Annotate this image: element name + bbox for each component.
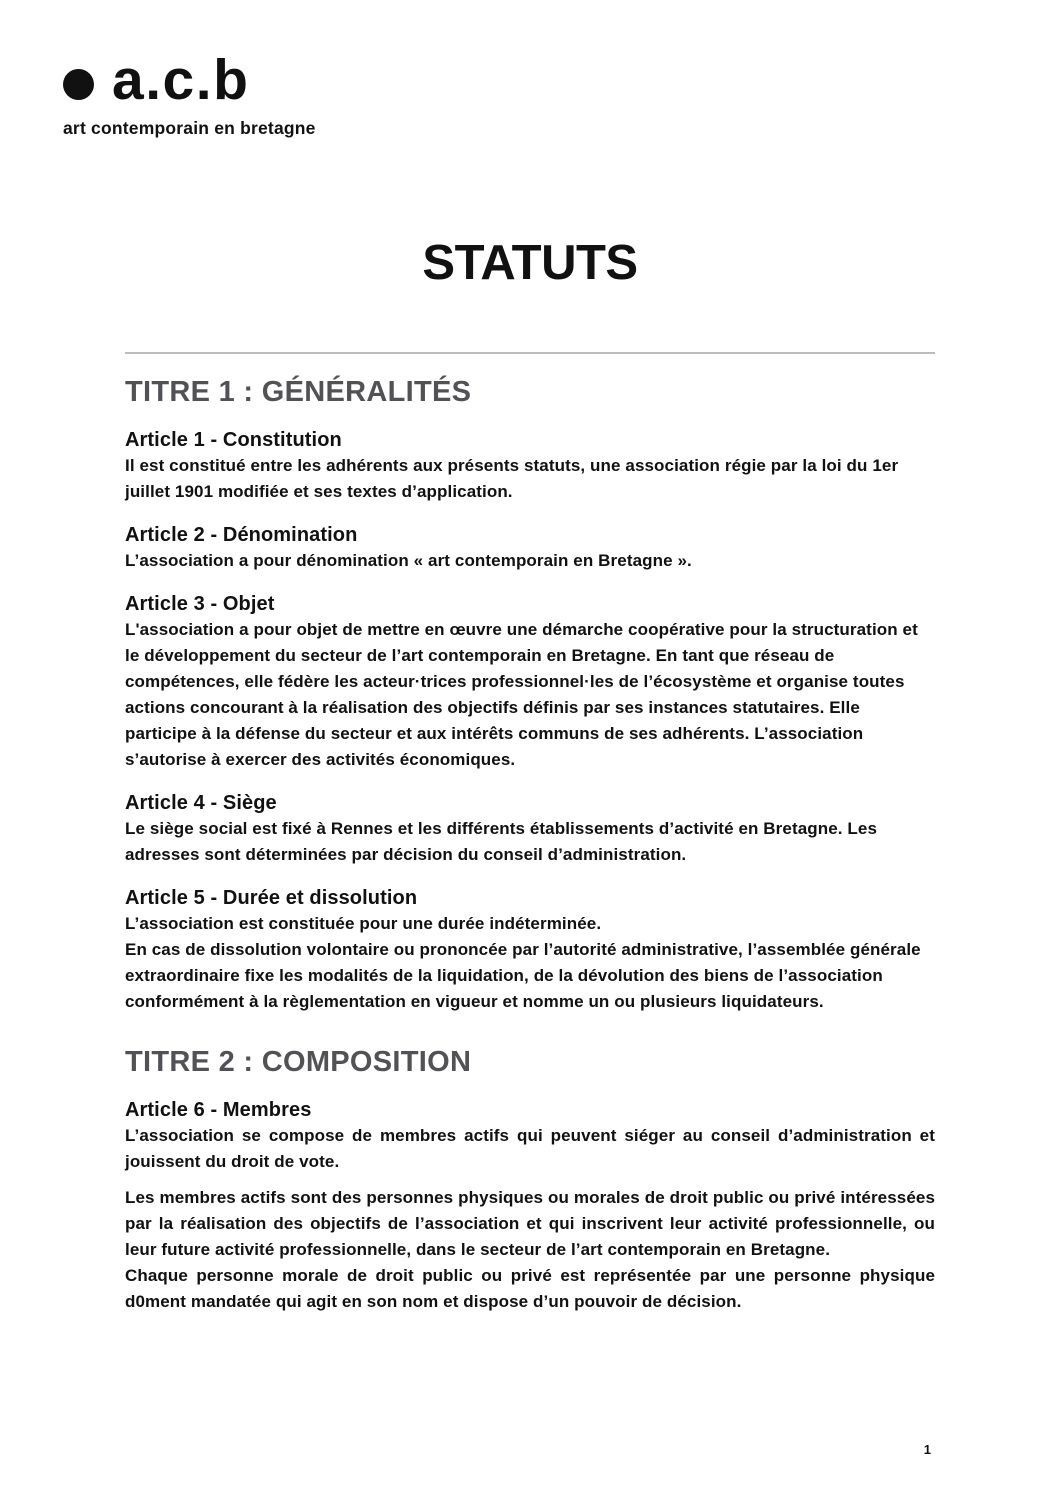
- logo-tagline: art contemporain en bretagne: [63, 118, 316, 138]
- article-heading: Article 4 - Siège: [125, 792, 277, 814]
- divider-rule: [125, 352, 935, 354]
- article-paragraph: Chaque personne morale de droit public ou privé est représentée par une personne physique d0ment mandatée qui agit en son nom et dispose d’un pouvoir de décision.: [125, 1266, 935, 1311]
- article-paragraph: En cas de dissolution volontaire ou prononcée par l’autorité administrative, l’assemblée générale extraordinaire fixe les modalités de la liquidation, de la dévolution des biens de l’association conformément à la règlementation en vigueur et nomme un ou plusieurs liquidateurs.: [125, 940, 921, 1011]
- article-paragraph: L’association est constituée pour une durée indéterminée.: [125, 914, 602, 933]
- article-paragraph: Les membres actifs sont des personnes physiques ou morales de droit public ou privé intéressées par la réalisation des objectifs de l’association et qui inscrivent leur activité professionnelle, ou leur future activité professionnelle, dans le secteur de l’art contemporain en Bretagne.: [125, 1188, 935, 1259]
- page-number: 1: [923, 1442, 931, 1457]
- article-paragraph: Il est constitué entre les adhérents aux présents statuts, une association régie par la loi du 1er juillet 1901 modifiée et ses textes d’application.: [125, 456, 899, 501]
- article-paragraph: Le siège social est fixé à Rennes et les différents établissements d’activité en Bretagne. Les adresses sont déterminées par décision du conseil d’administration.: [125, 819, 878, 864]
- article: [125, 1097, 935, 1315]
- section-title: TITRE 1 : GÉNÉRALITÉS: [125, 376, 472, 408]
- section: [125, 1045, 935, 1315]
- article-heading: Article 6 - Membres: [125, 1099, 312, 1121]
- logo: [63, 48, 935, 139]
- article-paragraph: L’association a pour dénomination « art contemporain en Bretagne ».: [125, 551, 692, 570]
- article-heading: Article 3 - Objet: [125, 593, 275, 615]
- section-title: TITRE 2 : COMPOSITION: [125, 1046, 472, 1078]
- logo-row: [63, 48, 935, 112]
- article-paragraph: L'association a pour objet de mettre en œuvre une démarche coopérative pour la structuration et le développement du secteur de l’art contemporain en Bretagne. En tant que réseau de compétences, elle fédère les acteur·trices professionnel·les de l’écosystème et organise toutes actions concourant à la réalisation des objectifs définis par ses instances statutaires. Elle participe à la défense du secteur et aux intérêts communs de ses adhérents. L’association s’autorise à exercer des activités économiques.: [125, 620, 918, 769]
- article: [125, 522, 935, 574]
- article: [125, 885, 935, 1015]
- article-heading: Article 1 - Constitution: [125, 429, 342, 451]
- article: [125, 591, 935, 773]
- article-heading: Article 5 - Durée et dissolution: [125, 887, 418, 909]
- document-title: STATUTS: [422, 236, 638, 290]
- section: [125, 375, 935, 1015]
- article: [125, 427, 935, 505]
- document-body: [125, 375, 935, 1315]
- article: [125, 790, 935, 868]
- logo-dot-icon: [63, 69, 94, 100]
- article-paragraph: L’association se compose de membres actifs qui peuvent siéger au conseil d’administration et jouissent du droit de vote.: [125, 1126, 935, 1171]
- article-heading: Article 2 - Dénomination: [125, 524, 358, 546]
- logo-name: a.c.b: [112, 48, 250, 112]
